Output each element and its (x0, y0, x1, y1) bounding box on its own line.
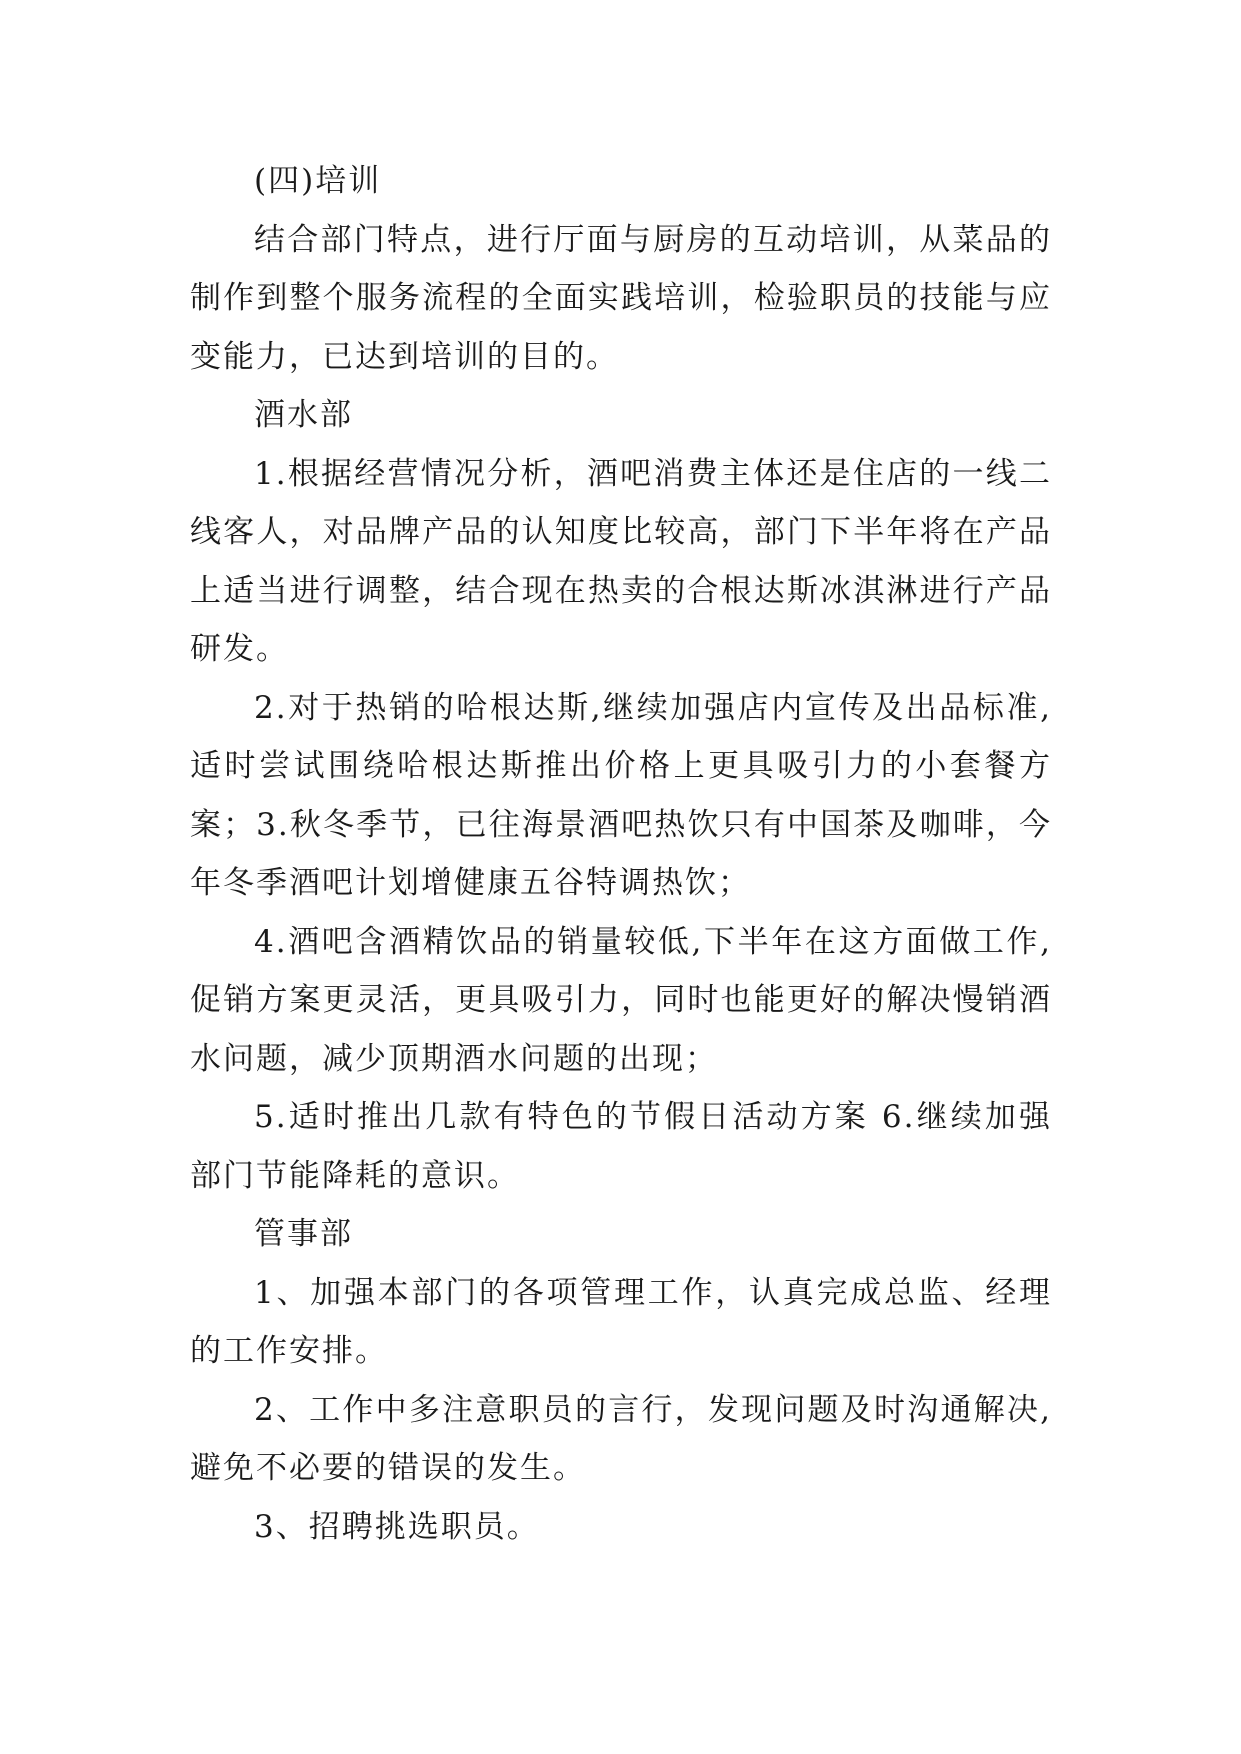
paragraph-beverage-2: 2.对于热销的哈根达斯,继续加强店内宣传及出品标准,适时尝试围绕哈根达斯推出价格上更具吸引力的小套餐方案；3.秋冬季节，已往海景酒吧热饮只有中国茶及咖啡，今年冬季酒吧计划增健康五谷特调热饮； (190, 689, 1052, 901)
paragraph-training: 结合部门特点，进行厅面与厨房的互动培训，从菜品的制作到整个服务流程的全面实践培训，检验职员的技能与应变能力，已达到培训的目的。 (190, 221, 1052, 375)
section-heading-training: (四)培训 (254, 163, 382, 199)
paragraph-stewarding-2: 2、工作中多注意职员的言行，发现问题及时沟通解决,避免不必要的错误的发生。 (190, 1391, 1052, 1486)
paragraph-stewarding-3: 3、招聘挑选职员。 (254, 1508, 540, 1545)
paragraph-beverage-1: 1.根据经营情况分析，酒吧消费主体还是住店的一线二线客人，对品牌产品的认知度比较高，部门下半年将在产品上适当进行调整，结合现在热卖的合根达斯冰淇淋进行产品研发。 (190, 455, 1052, 667)
document-body (190, 152, 1052, 1556)
paragraph-stewarding-1: 1、加强本部门的各项管理工作，认真完成总监、经理的工作安排。 (190, 1274, 1052, 1369)
section-heading-stewarding-dept: 管事部 (254, 1216, 353, 1252)
paragraph-beverage-5: 5.适时推出几款有特色的节假日活动方案 6.继续加强部门节能降耗的意识。 (190, 1099, 1052, 1194)
section-heading-beverage-dept: 酒水部 (254, 397, 353, 433)
paragraph-beverage-4: 4.酒吧含酒精饮品的销量较低,下半年在这方面做工作,促销方案更灵活，更具吸引力，同时也能更好的解决慢销酒水问题，减少顶期酒水问题的出现； (190, 923, 1052, 1077)
